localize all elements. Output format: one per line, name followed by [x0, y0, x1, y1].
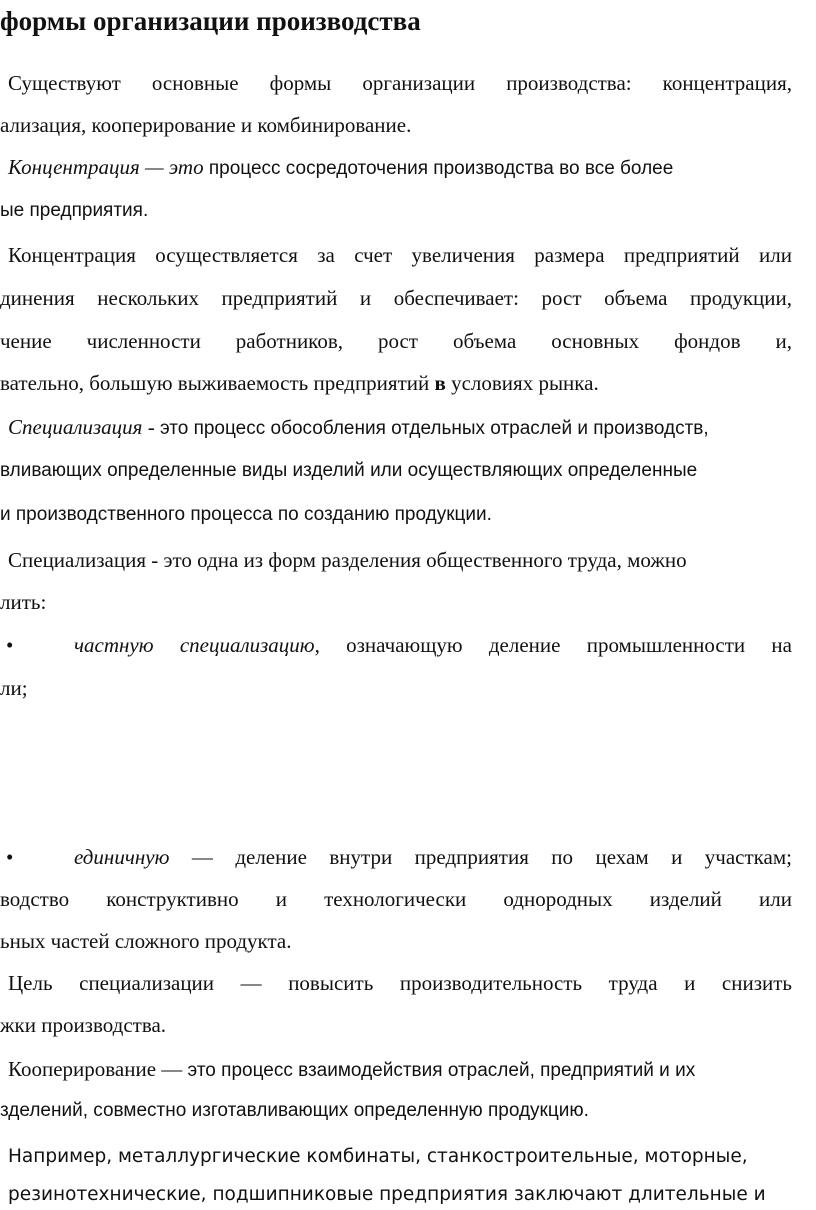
paragraph-5-line-2: лить:: [0, 590, 47, 614]
paragraph-3-line-4: [0, 368, 816, 398]
paragraph-6-line-1: Цель специализации — повысить производительность труда и снизить: [8, 971, 792, 995]
bullet-icon: •: [6, 845, 14, 869]
definition-text: это процесс обособления отдельных отраслей и производств,: [159, 418, 709, 439]
bullet-item-1-line-2: ли;: [0, 676, 28, 700]
bullet-item-2-line-3: ьных частей сложного продукта.: [0, 929, 292, 953]
term-specialization: Специализация: [8, 415, 143, 439]
paragraph-6-line-2: жки производства.: [0, 1013, 167, 1037]
definition-text: процесс сосредоточения производства во все более: [203, 158, 674, 179]
paragraph-7-line-1: [8, 1054, 816, 1086]
term-dash: -: [142, 415, 160, 439]
paragraph-8-line-2: резинотехнические, подшипниковые предприятия заключают длительные и: [8, 1184, 766, 1205]
bullet-item-1-rest: , означающую деление промышленности на: [314, 633, 792, 657]
paragraph-3-line-2: динения нескольких предприятий и обеспечивает: рост объема продукции,: [0, 286, 792, 310]
paragraph-4-line-3: и производственного процесса по созданию продукции.: [0, 504, 492, 525]
paragraph-2-line-2: ые предприятия.: [0, 200, 149, 221]
bullet-item-2-text: [74, 842, 792, 872]
term-cooperation: Кооперирование —: [8, 1057, 183, 1081]
bullet-item-2-rest: — деление внутри предприятия по цехам и участкам;: [169, 845, 792, 869]
paragraph-3-line-4-start: вательно, большую выживаемость предприятий: [0, 371, 435, 395]
definition-text: это процесс взаимодействия отраслей, предприятий и их: [182, 1060, 696, 1081]
paragraph-3-line-3: чение численности работников, рост объема основных фондов и,: [0, 329, 792, 353]
term-single: единичную: [74, 845, 170, 869]
term-private-specialization: частную специализацию: [74, 633, 315, 657]
paragraph-2-line-1: [8, 152, 816, 184]
paragraph-3-line-4-end: условиях рынка.: [445, 371, 599, 395]
paragraph-1-line-2: ализация, кооперирование и комбинирование.: [0, 113, 412, 137]
bullet-item-1-text: [74, 630, 792, 660]
paragraph-1-line-1: Существуют основные формы организации производства: концентрация,: [8, 71, 792, 95]
paragraph-7-line-2: зделений, совместно изготавливающих определенную продукцию.: [0, 1100, 589, 1121]
paragraph-5-line-1: Специализация - это одна из форм разделения общественного труда, можно: [8, 548, 687, 572]
paragraph-4-line-2: вливающих определенные виды изделий или осуществляющих определенные: [0, 460, 698, 481]
bold-preposition: в: [434, 371, 446, 395]
term-concentration: Концентрация — это: [8, 155, 204, 179]
page-title: формы организации производства: [0, 6, 421, 36]
paragraph-4-line-1: [8, 412, 816, 444]
paragraph-8-line-1: Например, металлургические комбинаты, станкостроительные, моторные,: [8, 1146, 748, 1167]
paragraph-3-line-1: Концентрация осуществляется за счет увеличения размера предприятий или: [8, 243, 792, 267]
bullet-icon: •: [6, 633, 14, 657]
bullet-item-2-line-2: водство конструктивно и технологически однородных изделий или: [0, 887, 792, 911]
